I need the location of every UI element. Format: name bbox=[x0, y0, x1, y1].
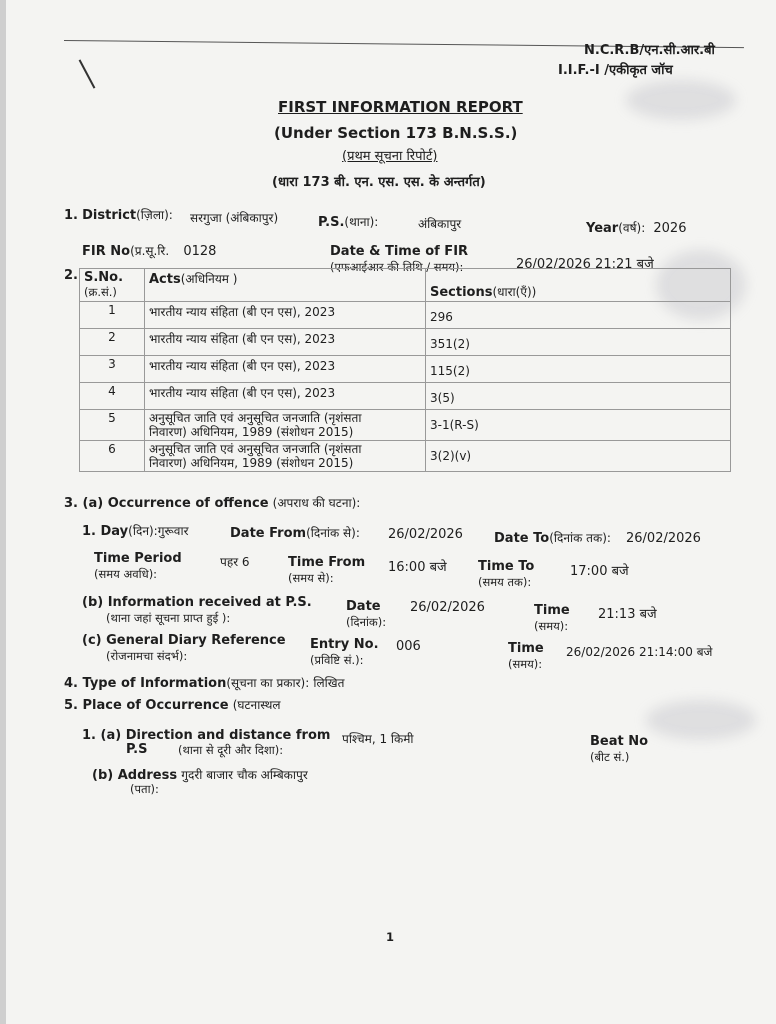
row-act-text-line2: निवारण) अधिनियम, 1989 (संशोधन 2015) bbox=[149, 456, 354, 470]
occurrence-heading-text: 3. (a) Occurrence of offence bbox=[64, 496, 269, 511]
fir-datetime-label: Date & Time of FIR bbox=[330, 244, 469, 259]
time-period-label: Time Period bbox=[94, 551, 182, 566]
table-row bbox=[80, 329, 731, 356]
row-act-text: भारतीय न्याय संहिता (बी एन एस), 2023 bbox=[149, 332, 336, 346]
col-acts-label: Acts bbox=[149, 272, 181, 287]
direction-distance-value: पश्चिम, 1 किमी bbox=[342, 732, 414, 746]
row-sno: 3 bbox=[80, 356, 145, 383]
row-section: 3-1(R-S) bbox=[426, 410, 731, 441]
row-act bbox=[145, 441, 426, 472]
info-date-label: Date bbox=[346, 599, 381, 614]
row-act bbox=[145, 302, 426, 329]
row-act bbox=[145, 383, 426, 410]
direction-distance-label-ps: P.S bbox=[126, 742, 148, 757]
fir-label: FIR No bbox=[82, 244, 131, 259]
fir-label-hindi: (प्र.सू.रि. bbox=[130, 244, 170, 258]
col-acts-label-hindi: (अधिनियम ) bbox=[180, 272, 238, 286]
date-from-label: Date From bbox=[230, 526, 307, 541]
entry-no-label: Entry No. bbox=[310, 637, 379, 652]
table-row bbox=[80, 441, 731, 472]
table-row bbox=[80, 410, 731, 441]
row-act-text-line2: निवारण) अधिनियम, 1989 (संशोधन 2015) bbox=[149, 425, 354, 439]
date-from bbox=[230, 524, 360, 541]
row-act bbox=[145, 356, 426, 383]
year-label-hindi: (वर्ष): bbox=[618, 221, 646, 235]
row-sno: 6 bbox=[80, 441, 145, 472]
row-section: 296 bbox=[426, 302, 731, 329]
year bbox=[586, 219, 686, 236]
time-from-label-hindi: (समय से): bbox=[288, 571, 334, 585]
entry-no-value: 006 bbox=[396, 639, 421, 654]
gd-reference-label: (c) General Diary Reference bbox=[82, 633, 286, 648]
place-of-occurrence bbox=[64, 696, 281, 713]
table-row bbox=[80, 383, 731, 410]
beat-no-label: Beat No bbox=[590, 734, 649, 749]
district-label-hindi: (ज़िला): bbox=[136, 208, 173, 222]
col-sno-label-hindi: (क्र.सं.) bbox=[84, 285, 117, 299]
year-label: Year bbox=[586, 221, 619, 236]
gd-time-label-hindi: (समय): bbox=[508, 657, 543, 671]
info-type-label-hindi: (सूचना का प्रकार): bbox=[226, 676, 310, 690]
col-sections-label-hindi: (धारा(एँ)) bbox=[492, 285, 537, 299]
info-time-label: Time bbox=[534, 603, 570, 618]
title-hindi: (प्रथम सूचना रिपोर्ट) bbox=[342, 149, 438, 164]
table-row bbox=[80, 356, 731, 383]
section-number: 1. bbox=[64, 208, 78, 223]
date-from-label-hindi: (दिनांक से): bbox=[306, 526, 360, 540]
year-value: 2026 bbox=[653, 221, 687, 236]
time-period-value: पहर 6 bbox=[220, 555, 250, 569]
gd-reference-label-hindi: (रोजनामचा संदर्भ): bbox=[106, 649, 188, 663]
ps-label: P.S. bbox=[318, 215, 345, 230]
time-to-label-hindi: (समय तक): bbox=[478, 575, 532, 589]
ncrb-code: N.C.R.B/एन.सी.आर.बी bbox=[584, 43, 715, 58]
date-to bbox=[494, 529, 611, 546]
day-label: 1. Day bbox=[82, 524, 129, 539]
entry-no-label-hindi: (प्रविष्टि सं.): bbox=[310, 653, 364, 667]
address-label: (b) Address bbox=[92, 768, 178, 783]
beat-no-label-hindi: (बीट सं.) bbox=[590, 750, 630, 764]
fir-datetime-value: 26/02/2026 21:21 बजे bbox=[516, 257, 654, 272]
gd-time-label: Time bbox=[508, 641, 544, 656]
section-2-number: 2. bbox=[64, 268, 78, 283]
col-sections bbox=[426, 269, 731, 302]
occurrence-heading-hindi: (अपराध की घटना): bbox=[272, 496, 361, 510]
page-number: 1 bbox=[386, 930, 395, 944]
row-act-text: अनुसूचित जाति एवं अनुसूचित जनजाति (नृशंसता bbox=[149, 442, 362, 456]
title-under-section: (Under Section 173 B.N.S.S.) bbox=[274, 124, 518, 142]
info-received-label: (b) Information received at P.S. bbox=[82, 595, 312, 610]
row-section: 115(2) bbox=[426, 356, 731, 383]
day-value: गुरूवार bbox=[157, 524, 189, 538]
info-date-value: 26/02/2026 bbox=[410, 600, 485, 615]
occurrence-heading bbox=[64, 494, 360, 511]
type-of-information bbox=[64, 674, 344, 691]
address-label-hindi: (पता): bbox=[130, 782, 159, 796]
date-to-label-hindi: (दिनांक तक): bbox=[549, 531, 611, 545]
info-type-value: लिखित bbox=[313, 676, 345, 690]
info-type-label: 4. Type of Information bbox=[64, 676, 227, 691]
date-to-value: 26/02/2026 bbox=[626, 531, 701, 546]
section-1-district bbox=[64, 206, 173, 223]
time-from-label: Time From bbox=[288, 555, 366, 570]
ps-value: अंबिकापुर bbox=[418, 217, 462, 231]
row-act-text: अनुसूचित जाति एवं अनुसूचित जनजाति (नृशंसता bbox=[149, 411, 362, 425]
row-sno: 2 bbox=[80, 329, 145, 356]
place-label: 5. Place of Occurrence bbox=[64, 698, 229, 713]
place-label-hindi: (घटनास्थल bbox=[232, 698, 281, 712]
row-sno: 4 bbox=[80, 383, 145, 410]
row-sno: 1 bbox=[80, 302, 145, 329]
time-to-label: Time To bbox=[478, 559, 535, 574]
iif-code: I.I.F.-I /एकीकृत जॉच bbox=[558, 63, 673, 78]
row-act-text: भारतीय न्याय संहिता (बी एन एस), 2023 bbox=[149, 305, 336, 319]
direction-distance-label-hindi: (थाना से दूरी और दिशा): bbox=[178, 743, 284, 757]
time-from-value: 16:00 बजे bbox=[388, 560, 447, 575]
district-label: District bbox=[82, 208, 137, 223]
row-act bbox=[145, 410, 426, 441]
acts-sections-table bbox=[79, 268, 731, 472]
address bbox=[92, 766, 308, 783]
scan-smudge bbox=[646, 700, 756, 740]
fir-document-page bbox=[6, 0, 776, 1024]
day bbox=[82, 522, 188, 539]
row-sno: 5 bbox=[80, 410, 145, 441]
col-sno bbox=[80, 269, 145, 302]
row-section: 351(2) bbox=[426, 329, 731, 356]
row-section: 3(2)(v) bbox=[426, 441, 731, 472]
fir-value: 0128 bbox=[183, 244, 217, 259]
police-station bbox=[318, 213, 378, 230]
ps-label-hindi: (थाना): bbox=[344, 215, 379, 229]
document-title: FIRST INFORMATION REPORT bbox=[278, 98, 523, 116]
fir-datetime-label-hindi: (एफआईआर की तिथि / समय): bbox=[330, 260, 464, 274]
pen-mark bbox=[79, 59, 96, 88]
table-header-row bbox=[80, 269, 731, 302]
info-time-value: 21:13 बजे bbox=[598, 607, 657, 622]
scan-smudge bbox=[626, 80, 736, 120]
district-value: सरगुजा (अंबिकापुर) bbox=[190, 211, 279, 225]
row-act-text: भारतीय न्याय संहिता (बी एन एस), 2023 bbox=[149, 386, 336, 400]
col-acts bbox=[145, 269, 426, 302]
fir-number bbox=[82, 242, 216, 259]
col-sections-label: Sections bbox=[430, 285, 493, 300]
info-received-label-hindi: (थाना जहां सूचना प्राप्त हुई ): bbox=[106, 611, 231, 625]
table-row bbox=[80, 302, 731, 329]
time-period-label-hindi: (समय अवधि): bbox=[94, 567, 158, 581]
date-from-value: 26/02/2026 bbox=[388, 527, 463, 542]
time-to-value: 17:00 बजे bbox=[570, 564, 629, 579]
direction-distance-label: 1. (a) Direction and distance from bbox=[82, 728, 331, 743]
date-to-label: Date To bbox=[494, 531, 550, 546]
address-value: गुदरी बाजार चौक अम्बिकापुर bbox=[181, 768, 308, 782]
gd-time-value: 26/02/2026 21:14:00 बजे bbox=[566, 645, 713, 659]
col-sno-label: S.No. bbox=[84, 270, 124, 285]
info-date-label-hindi: (दिनांक): bbox=[346, 615, 387, 629]
row-act-text: भारतीय न्याय संहिता (बी एन एस), 2023 bbox=[149, 359, 336, 373]
title-hindi-under-section: (धारा 173 बी. एन. एस. एस. के अन्तर्गत) bbox=[272, 175, 486, 190]
day-label-hindi: (दिन): bbox=[128, 524, 158, 538]
row-section: 3(5) bbox=[426, 383, 731, 410]
row-act bbox=[145, 329, 426, 356]
info-time-label-hindi: (समय): bbox=[534, 619, 569, 633]
